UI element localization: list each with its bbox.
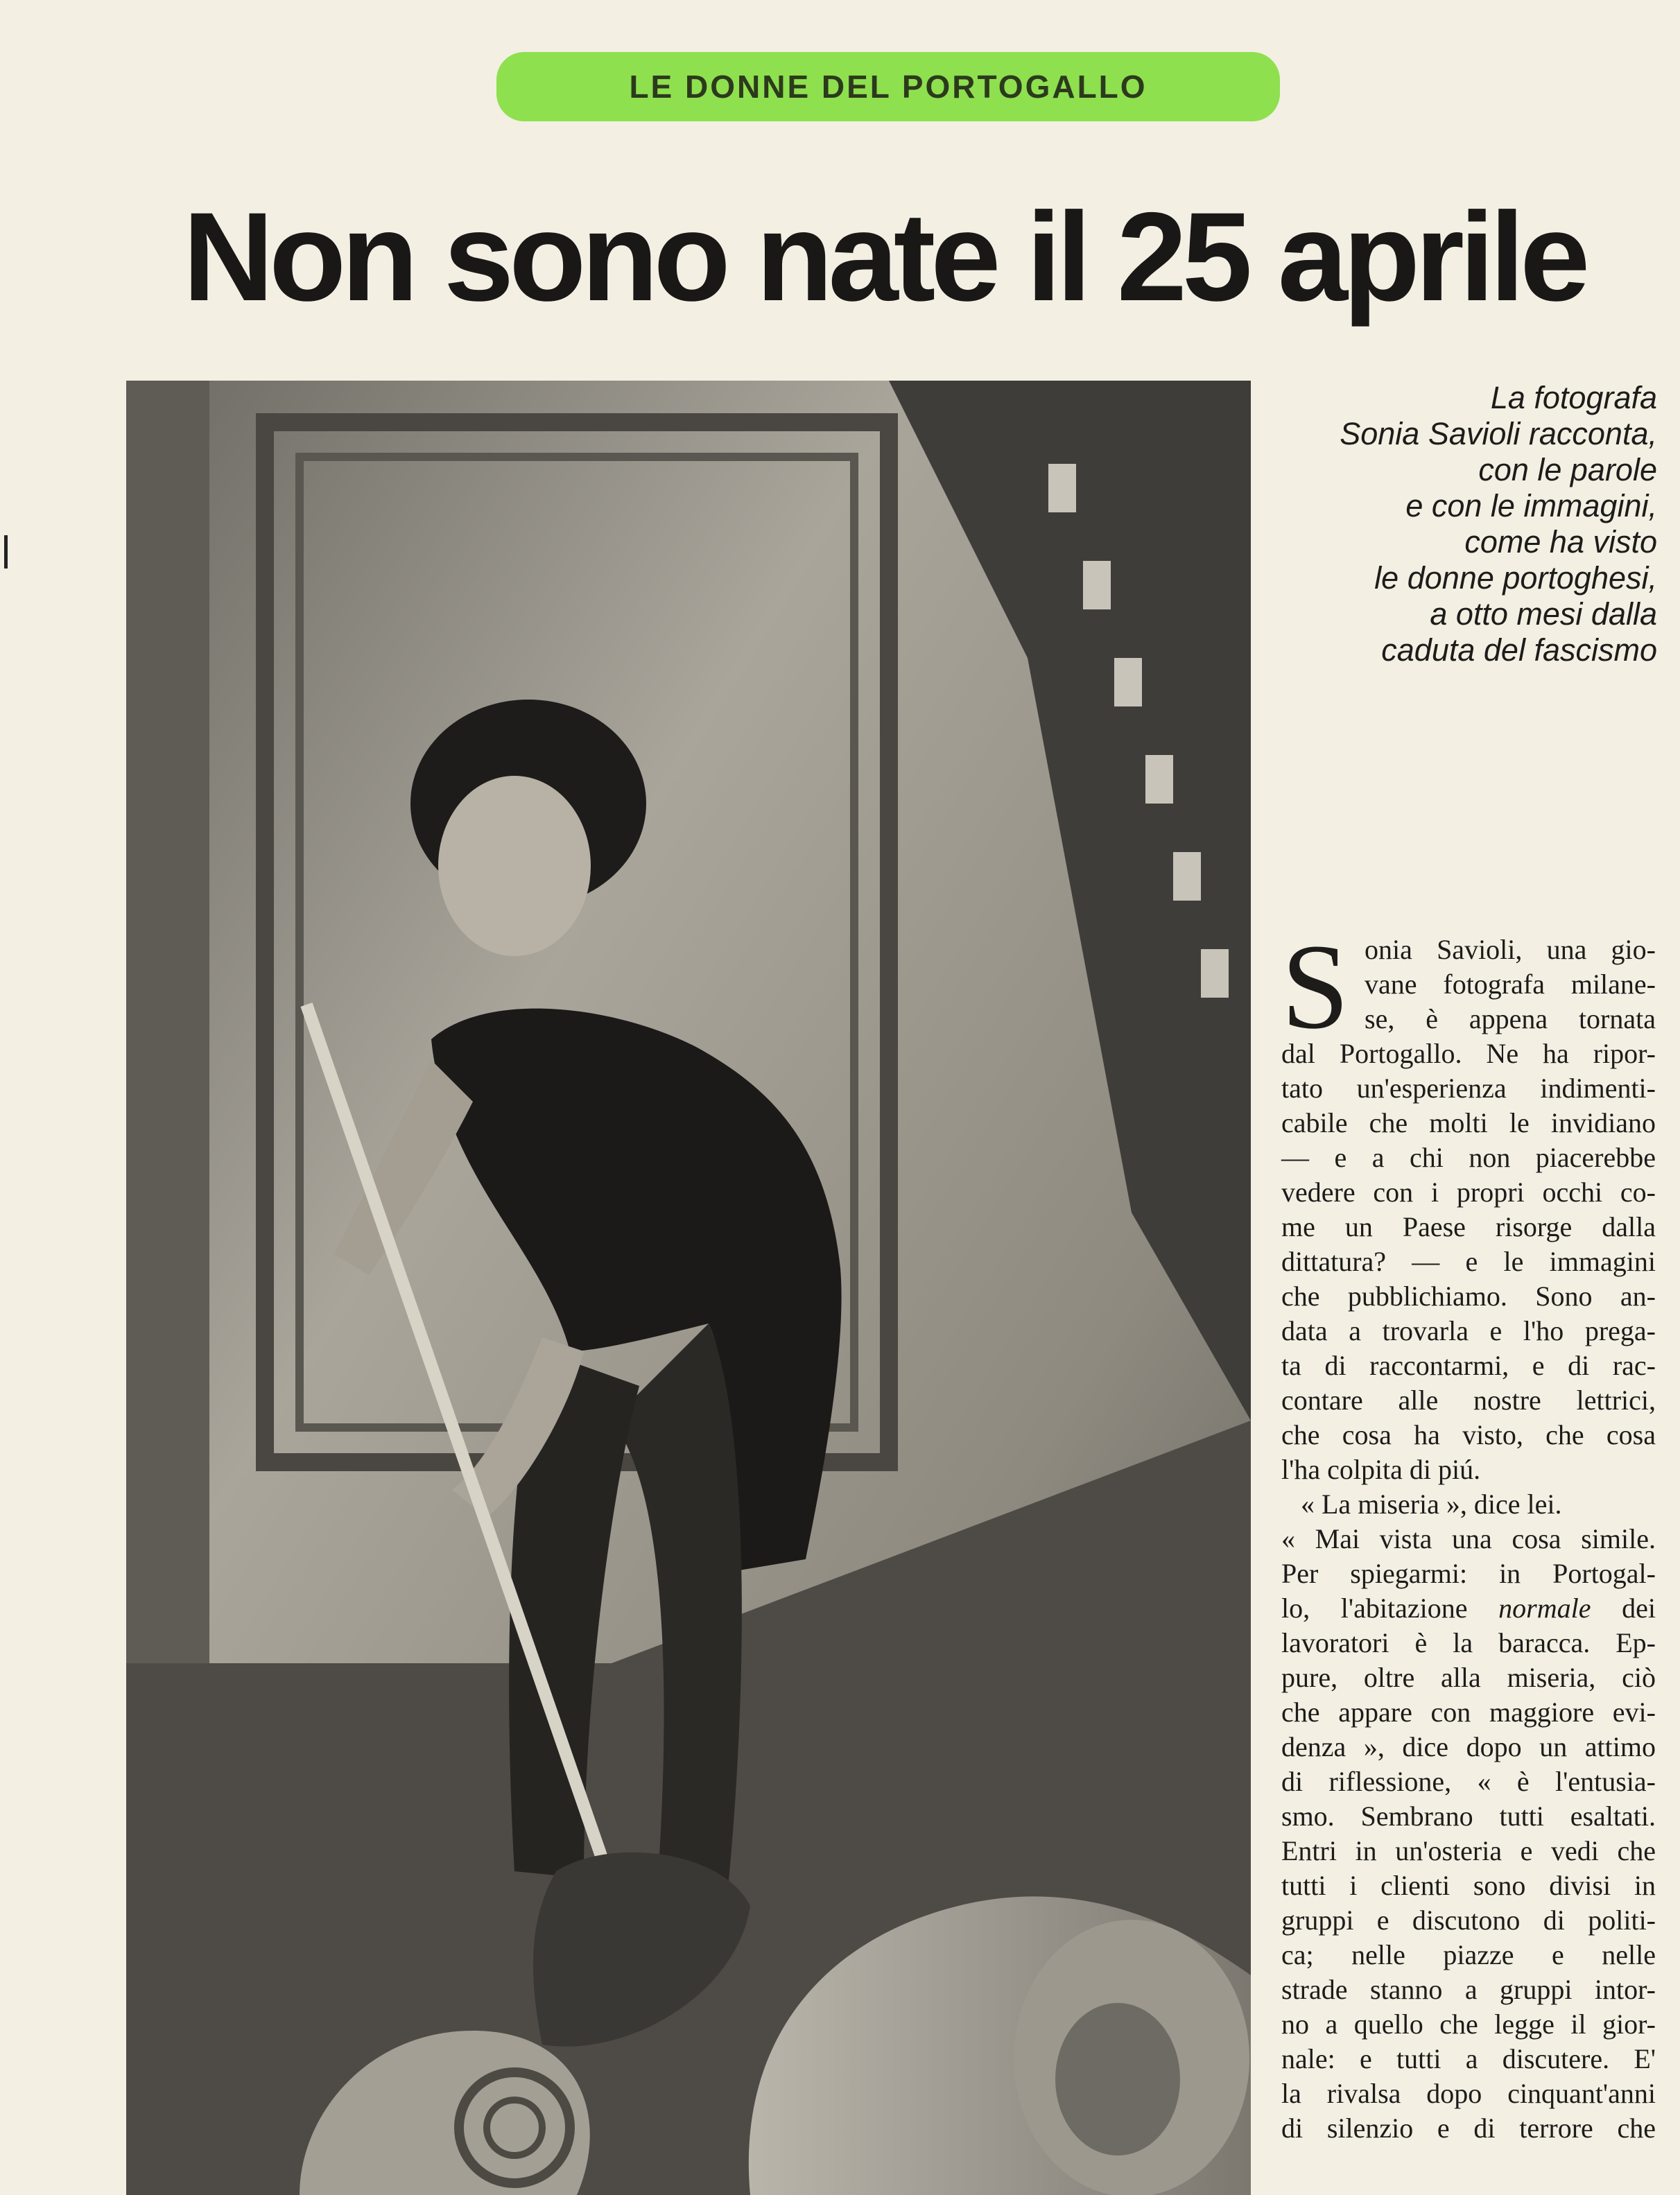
standfirst-line: le donne portoghesi, [1374, 560, 1657, 596]
body-line: che appare con maggiore evi- [1281, 1697, 1656, 1728]
body-line: nale: e tutti a discutere. E' [1281, 2043, 1656, 2074]
standfirst-line: caduta del fascismo [1381, 632, 1657, 668]
body-line: ca; nelle piazze e nelle [1281, 1939, 1656, 1970]
photo-woman-sweeping-balcony [126, 381, 1251, 2195]
body-line: tato un'esperienza indimenti- [1281, 1073, 1656, 1104]
body-line: data a trovarla e l'ho prega- [1281, 1315, 1656, 1346]
standfirst-line: e con le immagini, [1405, 488, 1657, 523]
body-line: se, è appena tornata [1365, 1003, 1656, 1034]
body-line: di silenzio e di terrore che [1281, 2112, 1656, 2144]
body-line: contare alle nostre lettrici, [1281, 1385, 1656, 1416]
body-text-span: dei [1591, 1593, 1656, 1624]
body-line: — e a chi non piacerebbe [1281, 1142, 1656, 1173]
body-line: cabile che molti le invidiano [1281, 1107, 1656, 1138]
article-body [1281, 919, 1656, 2146]
standfirst-line: a otto mesi dalla [1430, 596, 1657, 632]
standfirst-line: Sonia Savioli racconta, [1340, 416, 1657, 451]
body-line: di riflessione, « è l'entusia- [1281, 1766, 1656, 1797]
standfirst [1269, 380, 1657, 668]
body-line: che cosa ha visto, che cosa [1281, 1419, 1656, 1450]
headline: Non sono nate il 25 aprile [182, 186, 1586, 327]
body-line: no a quello che legge il gior- [1281, 2009, 1656, 2040]
body-line: tutti i clienti sono divisi in [1281, 1870, 1656, 1901]
body-line: « La miseria », dice lei. [1301, 1489, 1562, 1520]
body-line: dal Portogallo. Ne ha ripor- [1281, 1038, 1656, 1069]
body-text-span: lo, l'abitazione [1281, 1593, 1499, 1624]
body-line [1281, 1591, 1656, 1626]
body-line: strade stanno a gruppi intor- [1281, 1974, 1656, 2005]
body-line: ta di raccontarmi, e di rac- [1281, 1350, 1656, 1381]
body-line: gruppi e discutono di politi- [1281, 1905, 1656, 1936]
body-line: vedere con i propri occhi co- [1281, 1177, 1656, 1208]
section-kicker: LE DONNE DEL PORTOGALLO [496, 52, 1280, 121]
body-line: smo. Sembrano tutti esaltati. [1281, 1801, 1656, 1832]
emphasis-normale: normale [1498, 1593, 1591, 1624]
body-line: « Mai vista una cosa simile. [1281, 1523, 1656, 1554]
margin-mark [4, 535, 8, 569]
standfirst-line: come ha visto [1464, 524, 1657, 559]
body-line: Per spiegarmi: in Portogal- [1281, 1558, 1656, 1589]
body-line: che pubblichiamo. Sono an- [1281, 1281, 1656, 1312]
body-line: dittatura? — e le immagini [1281, 1246, 1656, 1277]
article-photo [126, 381, 1251, 2195]
body-line: pure, oltre alla miseria, ciò [1281, 1662, 1656, 1693]
body-line: la rivalsa dopo cinquant'anni [1281, 2078, 1656, 2109]
body-line: l'ha colpita di piú. [1281, 1454, 1481, 1485]
standfirst-line: con le parole [1478, 452, 1657, 487]
body-line: vane fotografa milane- [1365, 969, 1656, 1000]
body-line: me un Paese risorge dalla [1281, 1211, 1656, 1242]
body-line: onia Savioli, una gio- [1365, 934, 1656, 965]
body-line: Entri in un'osteria e vedi che [1281, 1835, 1656, 1866]
body-line: denza », dice dopo un attimo [1281, 1731, 1656, 1762]
body-line: lavoratori è la baracca. Ep- [1281, 1627, 1656, 1658]
drop-cap: S [1281, 919, 1349, 1055]
standfirst-line: La fotografa [1490, 380, 1657, 415]
